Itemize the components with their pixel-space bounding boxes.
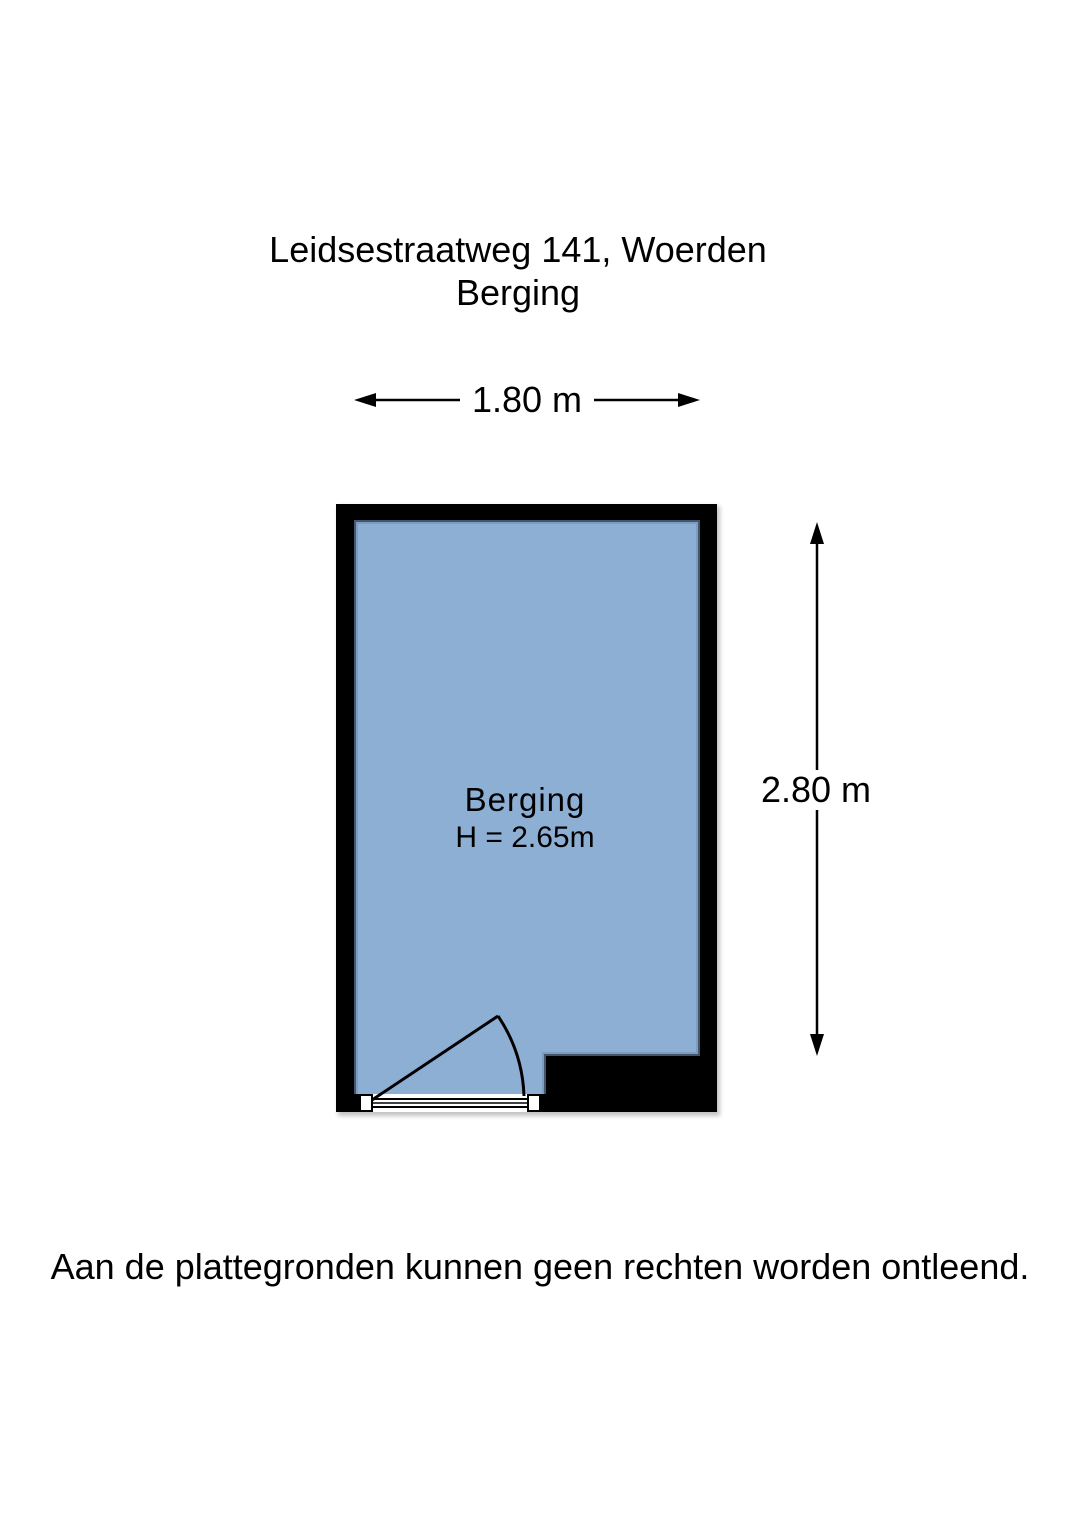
width-dimension-label: 1.80 m [462, 379, 592, 420]
depth-arrowhead-top [810, 522, 824, 544]
door-frame-right [528, 1095, 540, 1111]
door-frame-left [360, 1095, 372, 1111]
disclaimer-text: Aan de plattegronden kunnen geen rechten worden ontleend. [50, 1246, 1030, 1287]
room-label [400, 780, 650, 856]
plan-title [218, 228, 818, 314]
room-name: Berging [464, 781, 586, 818]
depth-dimension-label: 2.80 m [756, 770, 876, 810]
room-height: H = 2.65m [455, 821, 595, 854]
address-text: Leidsestraatweg 141, Woerden [269, 229, 767, 270]
depth-arrowhead-bottom [810, 1034, 824, 1056]
floor-name-text: Berging [455, 272, 581, 313]
width-dimension [354, 378, 700, 422]
